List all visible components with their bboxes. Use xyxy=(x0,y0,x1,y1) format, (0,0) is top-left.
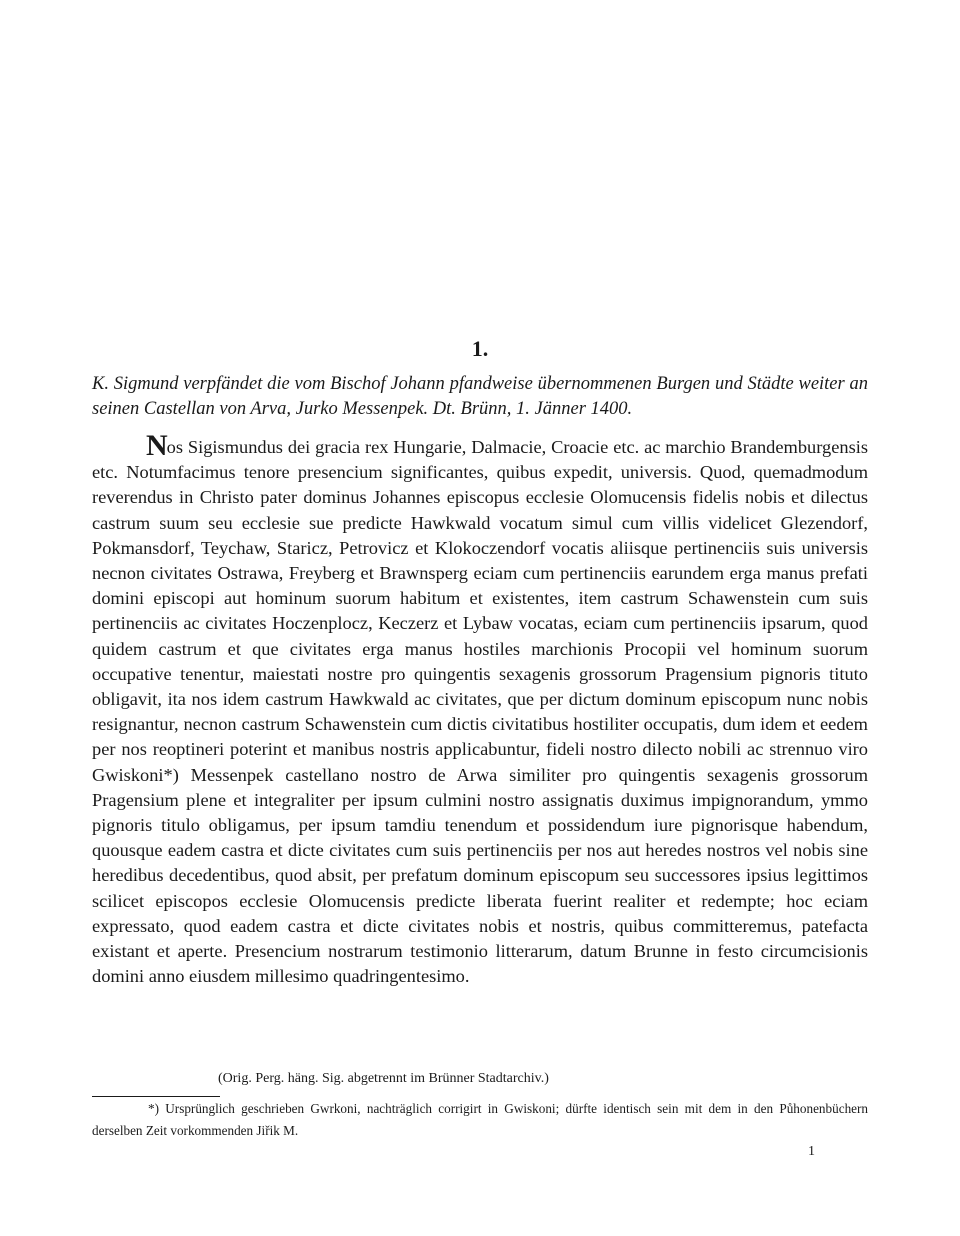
document-heading: K. Sigmund verpfändet die vom Bischof Johann pfandweise übernommenen Burgen und Städte weiter an seinen Castellan von Arva, Jurko Messenpek. Dt. Brünn, 1. Jänner 1400. xyxy=(92,374,868,419)
footnote xyxy=(92,1098,868,1142)
body-text: os Sigismundus dei gracia rex Hungarie, Dalmacie, Croacie etc. ac marchio Brandemburgensis etc. Notumfacimus tenore presencium significantes, quibus expedit, universis. Quod, quemadmodum reverendus in Christo pater dominus Johannes episcopus ecclesie Olomucensis fidelis nobis et dilectus castrum suum seu ecclesie sue predicte Hawkwald vocatum simul cum villis videlicet Glezendorf, Pokmansdorf, Teychaw, Staricz, Petrovicz et Klokoczendorf vocatis aliisque pertinenciis suis universis necnon civitates Ostrawa, Freyberg et Brawnsperg eciam cum pertinenciis earundem erga manus prefati domini episcopi aut hominum suorum habitum et existentes, item castrum Schawenstein cum suis pertinenciis ac civitates Hoczenplocz, Keczerz et Lybaw vocatas, eciam cum pertinenciis ipsarum, quod quidem castrum et que civitates erga manus hostiles marchionis Procopii vel hominum suorum occupative tenentur, maiestati nostre pro quingentis sexagenis grossorum Pragensium pignoris tituto obligavit, ita nos idem castrum Hawkwald ac civitates, que per dictum dominum episcopum nunc nobis resignantur, necnon castrum Schawenstein cum dictis civitatibus hostiliter occupatis, dum idem et eedem per nos reoptineri poterint et manibus nostris applicabuntur, fideli nostro dilecto nobili ac strennuo viro Gwiskoni*) Messenpek castellano nostro de Arwa similiter pro quingentis sexagenis grossorum Pragensium plene et integraliter per ipsum culmini nostro assignatis duximus impignorandum, ymmo pignoris titulo obligamus, per ipsum tamdiu tenendum et possidendum iure pignorisque habendum, quousque eadem castra et dicte civitates cum suis pertinenciis per nos aut heredes nostros vel nobis sine heredibus decedentibus, quod absit, per prefatum dominum episcopum seu successores ipsius legittimos scilicet episcopos ecclesie Olomucensis predicte liberata fuerint realiter et redempte; hoc eciam expressato, quod eadem castra et dicte civitates nobis et nostris, quibus committeremus, patefacta existant et aperte. Presencium nostrarum testimonio litterarum, datum Brunne in festo circumcisionis domini anno eiusdem millesimo quadringentesimo. xyxy=(92,437,868,987)
document-body xyxy=(92,429,868,989)
footnote-marker: *) xyxy=(148,1101,159,1116)
footnote-text: Ursprünglich geschrieben Gwrkoni, nachträglich corrigirt in Gwiskoni; dürfte identisch sein mit dem in den Půhonenbüchern derselben Zeit vorkommenden Jiřik M. xyxy=(92,1101,868,1138)
document-number: 1. xyxy=(471,336,489,361)
page-number: 1 xyxy=(808,1144,815,1159)
footnote-divider xyxy=(92,1096,220,1097)
source-note: (Orig. Perg. häng. Sig. abgetrennt im Brünner Stadtarchiv.) xyxy=(218,1071,549,1086)
drop-initial: N xyxy=(146,429,167,462)
